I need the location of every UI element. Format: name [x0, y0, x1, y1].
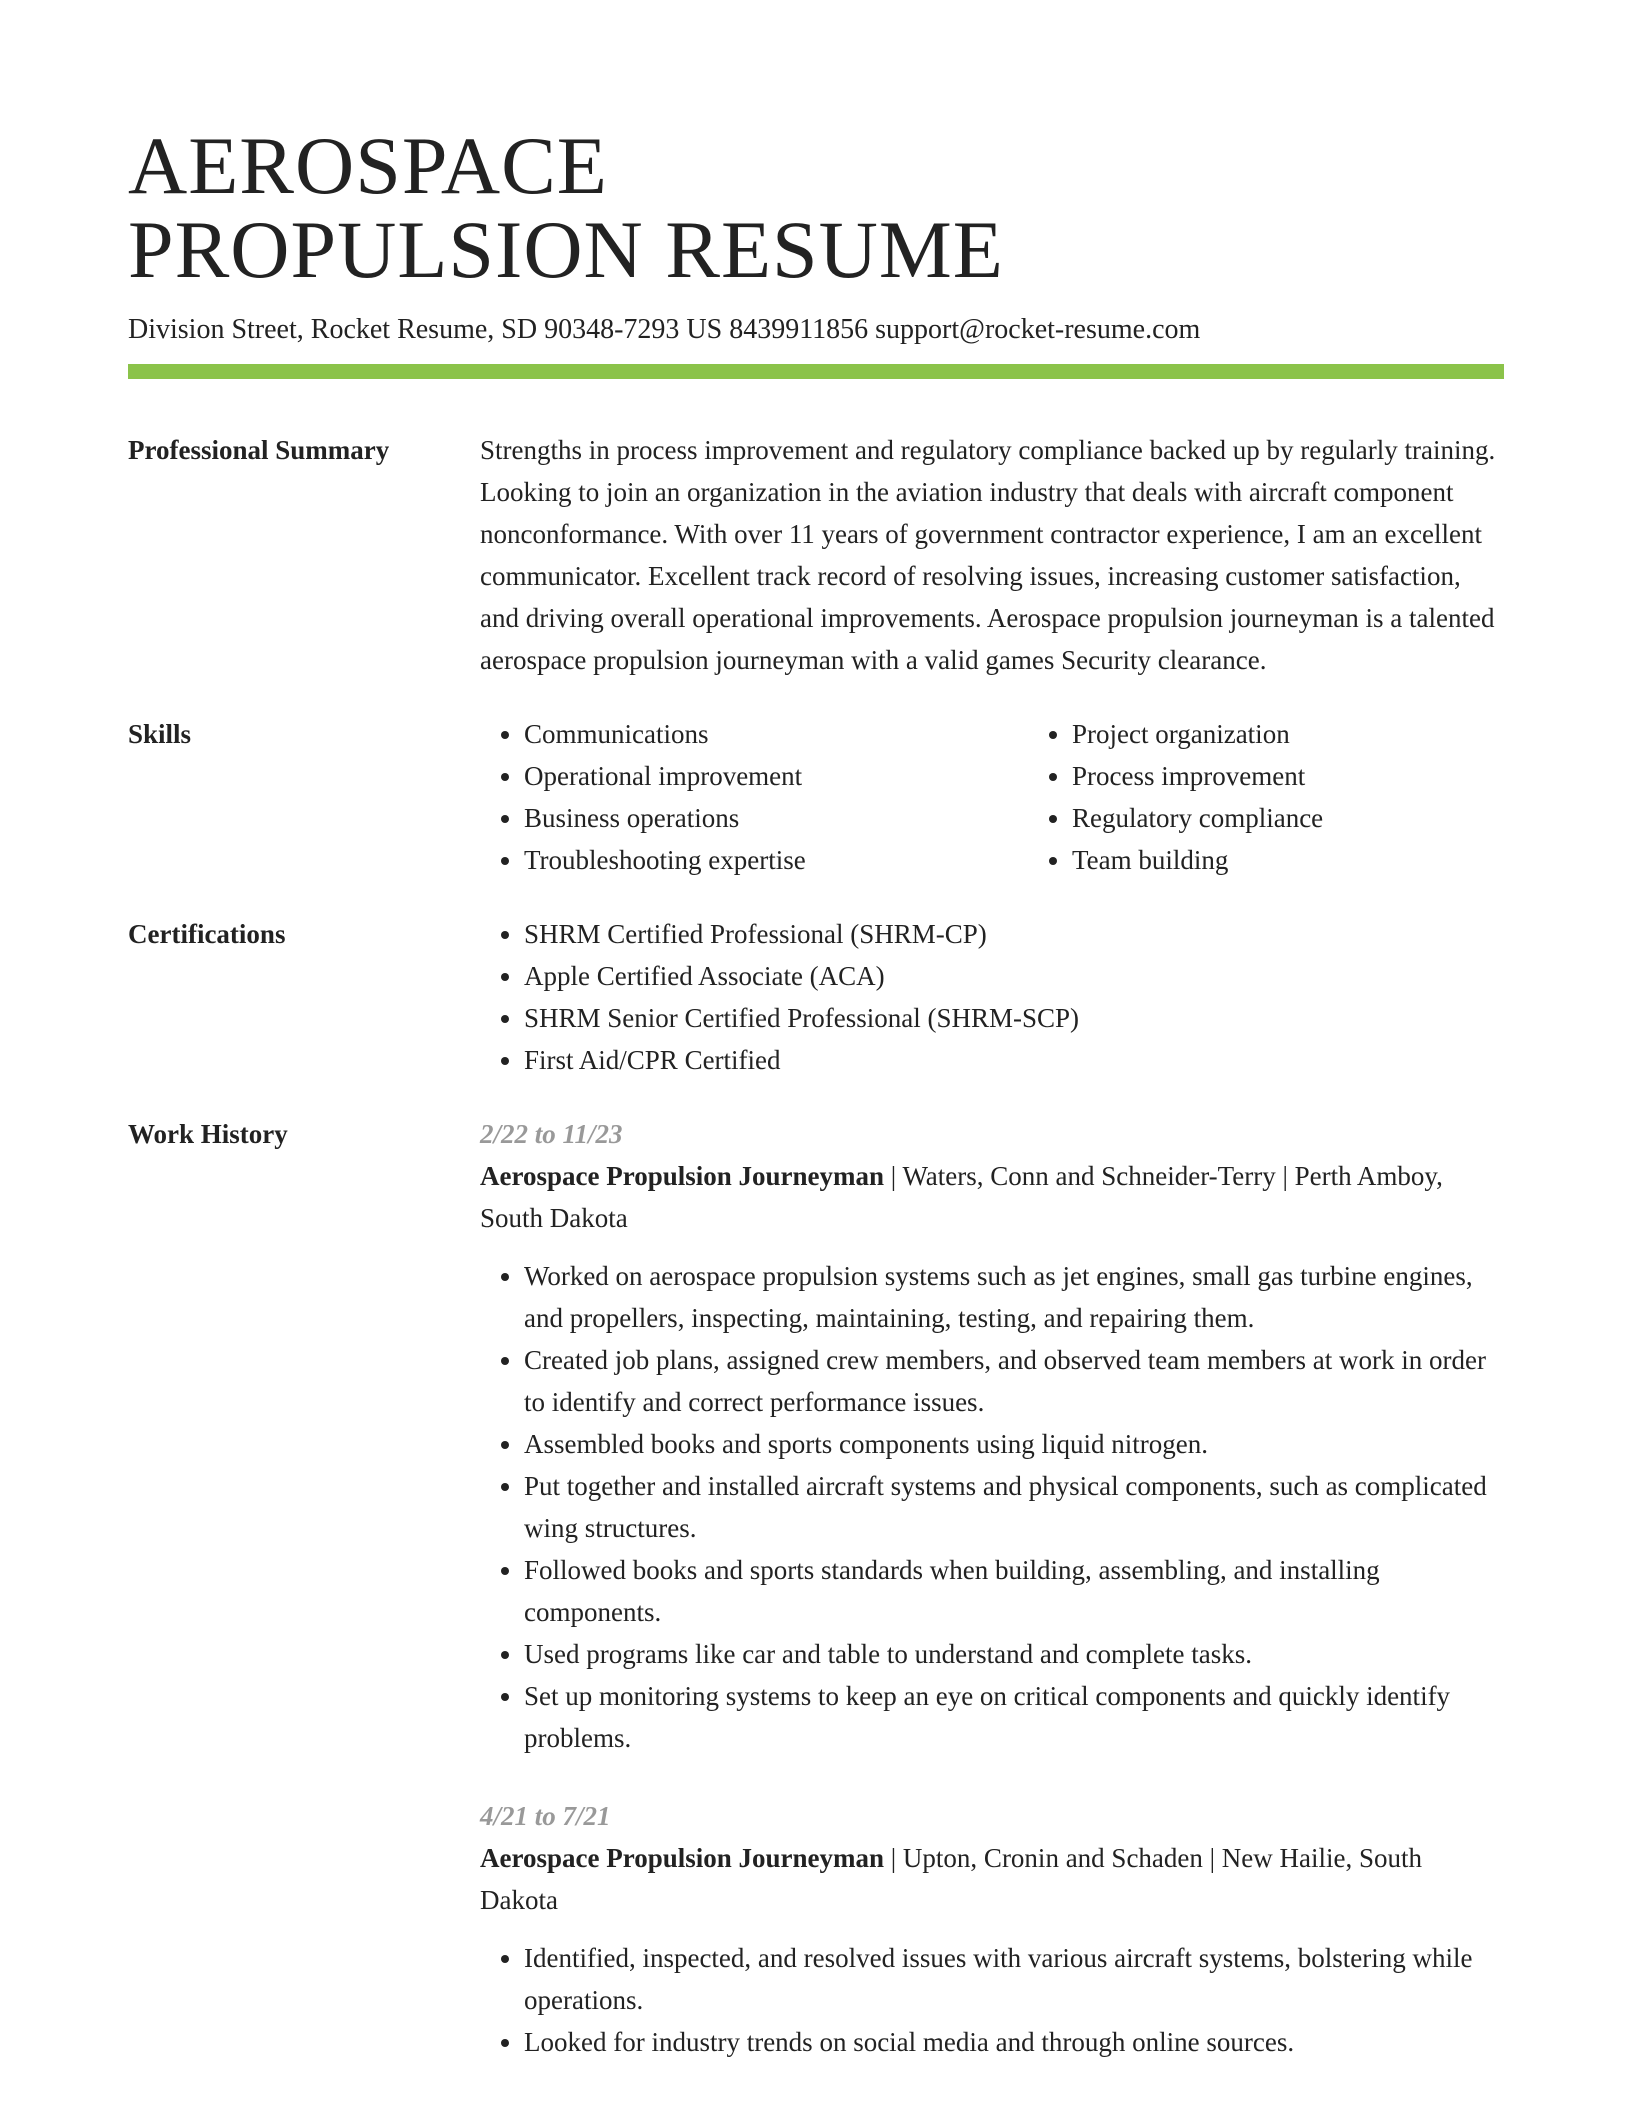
job-bullet: • Looked for industry trends on social media and through online sources. — [524, 2021, 1504, 2063]
skill-item: • Business operations — [524, 797, 1028, 839]
resume-title — [128, 120, 1504, 295]
job-bullet: • Identified, inspected, and resolved issues with various aircraft systems, bolstering while operations. — [524, 1937, 1504, 2021]
job-employer-location: | Upton, Cronin and Schaden | New Hailie, South Dakota — [480, 1843, 1423, 1915]
job-bullet: • Put together and installed aircraft systems and physical components, such as complicated wing structures. — [524, 1465, 1504, 1549]
work-history-label: Work History — [128, 1119, 288, 1149]
job-heading — [480, 1155, 1504, 1239]
summary-text: Strengths in process improvement and regulatory compliance backed up by regularly training. Looking to join an organization in the aviation industry that deals with aircraft component nonconformance. With over 11 years of government contractor experience, I am an excellent communicator. Excellent track record of resolving issues, increasing customer satisfaction, and driving overall operational improvements. Aerospace propulsion journeyman is a talented aerospace propulsion journeyman with a valid games Security clearance. — [480, 435, 1496, 675]
job-bullet: • Set up monitoring systems to keep an eye on critical components and quickly identify problems. — [524, 1675, 1504, 1759]
skill-item: • Operational improvement — [524, 755, 1028, 797]
job-title: Aerospace Propulsion Journeyman — [480, 1843, 885, 1873]
summary-section — [128, 429, 1504, 681]
job-entry — [480, 1113, 1504, 1759]
job-title: Aerospace Propulsion Journeyman — [480, 1161, 885, 1191]
certification-item: • First Aid/CPR Certified — [524, 1039, 1504, 1081]
skill-item: • Process improvement — [1072, 755, 1576, 797]
work-history-section — [128, 1113, 1504, 2063]
skills-left-list — [480, 713, 1028, 881]
job-bullet-list — [480, 1937, 1504, 2063]
summary-label: Professional Summary — [128, 435, 390, 465]
skills-grid — [480, 713, 1576, 881]
certification-item: • SHRM Senior Certified Professional (SHRM-SCP) — [524, 997, 1504, 1039]
job-bullet: • Assembled books and sports components using liquid nitrogen. — [524, 1423, 1504, 1465]
skill-item: • Communications — [524, 713, 1028, 755]
skill-item: • Team building — [1072, 839, 1576, 881]
job-employer-location: | Waters, Conn and Schneider-Terry | Perth Amboy, South Dakota — [480, 1161, 1443, 1233]
skills-section — [128, 713, 1504, 881]
certifications-label: Certifications — [128, 919, 286, 949]
certifications-list — [480, 913, 1504, 1081]
contact-line: Division Street, Rocket Resume, SD 90348-7293 US 8439911856 support@rocket-resume.com — [128, 314, 1201, 345]
job-dates: 2/22 to 11/23 — [480, 1119, 623, 1149]
job-bullet: • Used programs like car and table to understand and complete tasks. — [524, 1633, 1504, 1675]
title-line-2: PROPULSION RESUME — [128, 204, 1004, 295]
job-bullet: • Worked on aerospace propulsion systems such as jet engines, small gas turbine engines, and propellers, inspecting, maintaining, testing, and repairing them. — [524, 1255, 1504, 1339]
certification-item: • Apple Certified Associate (ACA) — [524, 955, 1504, 997]
job-bullet-list — [480, 1255, 1504, 1759]
skills-right-list — [1028, 713, 1576, 881]
job-bullet: • Followed books and sports standards when building, assembling, and installing components. — [524, 1549, 1504, 1633]
skill-item: • Troubleshooting expertise — [524, 839, 1028, 881]
skill-item: • Regulatory compliance — [1072, 797, 1576, 839]
job-heading — [480, 1837, 1504, 1921]
certification-item: • SHRM Certified Professional (SHRM-CP) — [524, 913, 1504, 955]
job-dates: 4/21 to 7/21 — [480, 1801, 611, 1831]
work-history-body — [480, 1113, 1504, 2063]
certifications-section — [128, 913, 1504, 1081]
skills-label: Skills — [128, 719, 192, 749]
skill-item: • Project organization — [1072, 713, 1576, 755]
title-line-1: AEROSPACE — [128, 120, 608, 211]
certifications-body — [480, 913, 1504, 1081]
job-bullet: • Created job plans, assigned crew members, and observed team members at work in order to identify and correct performance issues. — [524, 1339, 1504, 1423]
accent-divider — [128, 364, 1504, 379]
job-entry — [480, 1795, 1504, 2063]
resume-page — [128, 120, 1504, 2063]
